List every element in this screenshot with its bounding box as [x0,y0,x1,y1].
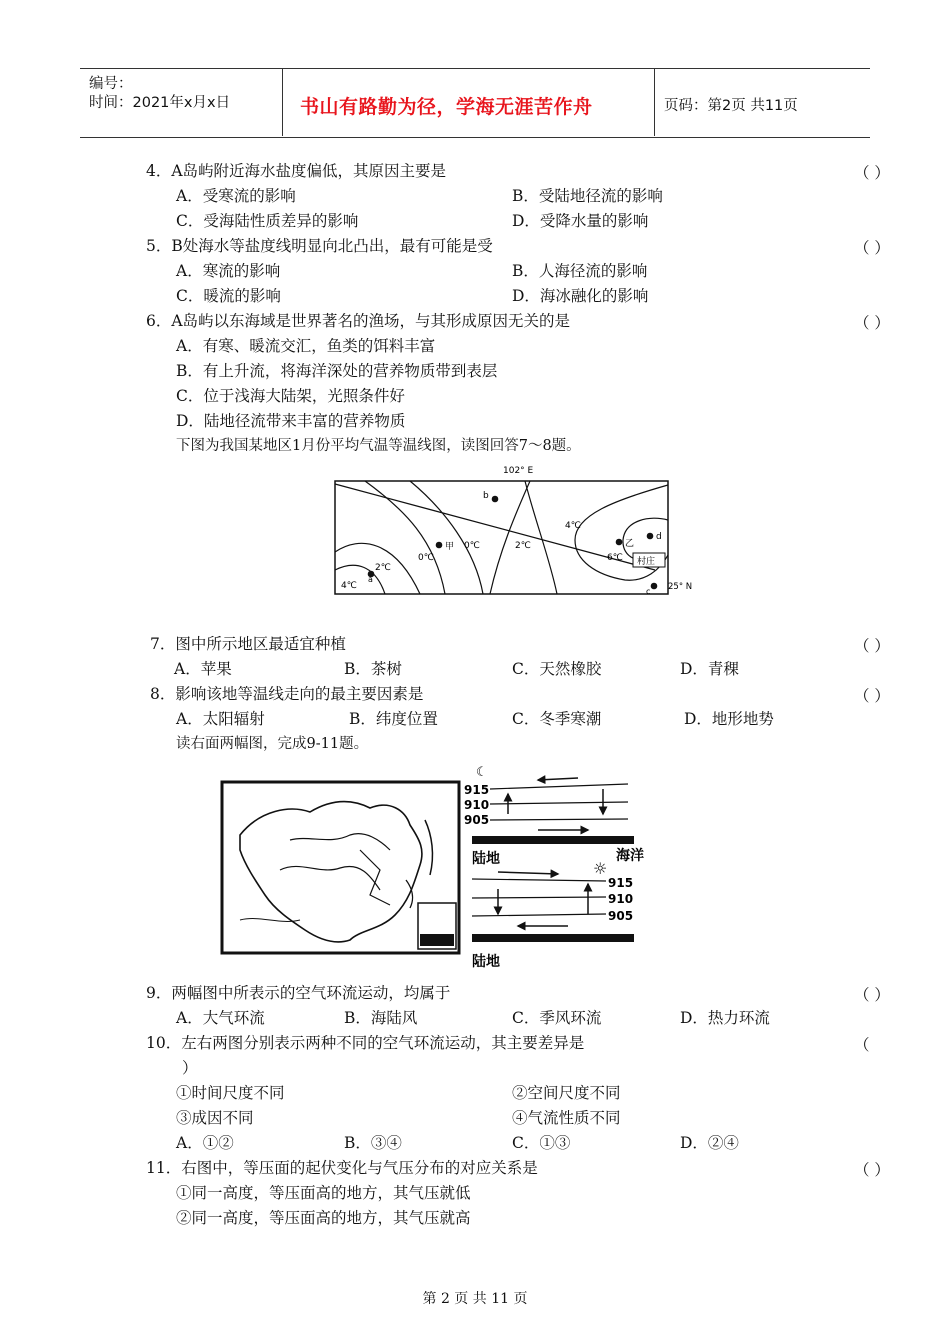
isotherm-label-4c-right: 4℃ [565,521,581,531]
top-isobar-915: 915 [464,783,490,797]
bottom-isobar-line-2 [472,897,606,898]
point-b-marker [492,496,499,503]
q8-option-d: D．地形地势 [684,710,774,728]
point-d-marker [647,533,654,540]
q10-option-a: A．①② [176,1134,234,1152]
isotherm-curve-6 [525,481,557,594]
bottom-isobar-910: 910 [608,892,634,906]
longitude-label: 102° E [503,466,534,476]
top-ground-bar [472,836,634,844]
bottom-ground-bar [472,934,634,942]
header-number-label: 编号： [89,76,133,92]
village-label: 村庄 [637,557,656,567]
q5-option-c: C．暖流的影响 [176,287,281,305]
top-isobar-line-3 [490,819,628,820]
q9-answer-paren: （ ） [854,986,890,1004]
q6-option-b: B．有上升流，将海洋深处的营养物质带到表层 [176,362,498,380]
q10-option-b: B．③④ [344,1134,402,1152]
q10-statement-4: ④气流性质不同 [512,1109,621,1127]
q10-statement-2: ②空间尺度不同 [512,1084,621,1102]
q8-option-c: C．冬季寒潮 [512,710,602,728]
q8-answer-paren: （ ） [854,687,890,705]
q7-stem: 7．图中所示地区最适宜种植 [150,635,346,653]
q6-stem: 6．A岛屿以东海域是世界著名的渔场，与其形成原因无关的是 [146,312,571,330]
q5-option-a: A．寒流的影响 [176,262,281,280]
q6-option-c: C．位于浅海大陆架，光照条件好 [176,387,405,405]
q6-answer-paren: （ ） [854,314,890,332]
q11-statement-1: ①同一高度，等压面高的地方，其气压就低 [176,1184,471,1202]
q11-stem: 11．右图中，等压面的起伏变化与气压分布的对应关系是 [146,1159,538,1177]
q4-option-a: A．受寒流的影响 [176,187,296,205]
latitude-label: 25° N [668,582,693,592]
top-isobar-910: 910 [464,798,490,812]
q9-option-d: D．热力环流 [680,1009,770,1027]
q8-option-a: A．太阳辐射 [176,710,265,728]
q4-option-b: B．受陆地径流的影响 [512,187,663,205]
monsoon-map [220,780,462,956]
top-isobar-905: 905 [464,813,490,827]
point-a-label: a [368,575,373,584]
q11-answer-paren: （ ） [854,1161,890,1179]
q9-stem: 9．两幅图中所表示的空气环流运动，均属于 [146,984,451,1002]
point-c-marker [651,583,658,590]
q9-option-b: B．海陆风 [344,1009,418,1027]
q10-option-d: D．②④ [680,1134,739,1152]
intro-7-8: 下图为我国某地区1月份平均气温等温线图，读图回答7～8题。 [176,438,581,454]
sea-label: 海洋 [616,848,644,864]
point-yi-label: 乙 [625,539,635,549]
point-b-label: b [483,491,489,501]
point-yi-marker [616,539,623,546]
page-footer: 第 2 页 共 11 页 [422,1291,528,1307]
point-d-label: d [656,532,662,542]
header-divider-left [282,68,283,136]
top-isobar-line-1 [490,784,628,789]
bottom-isobar-905: 905 [608,909,634,923]
isotherm-label-2c-right: 2℃ [515,541,531,551]
bottom-land-label: 陆地 [472,954,500,970]
header-time-label: 时间：2021年x月x日 [89,95,231,111]
sea-land-breeze-diagram [458,764,648,974]
q8-stem: 8．影响该地等温线走向的最主要因素是 [150,685,424,703]
q7-answer-paren: （ ） [854,637,890,655]
top-flow-arrow-upper [538,778,578,780]
q4-option-d: D．受降水量的影响 [512,212,649,230]
q4-stem: 4．A岛屿附近海水盐度偏低，其原因主要是 [146,162,447,180]
point-jia-marker [436,542,443,549]
isotherm-map [325,460,705,600]
moon-icon: ☾ [476,765,488,780]
bottom-isobar-915: 915 [608,876,634,890]
q6-option-a: A．有寒、暖流交汇，鱼类的饵料丰富 [176,337,436,355]
isotherm-label-0c-left: 0℃ [418,553,434,563]
q5-stem: 5．B处海水等盐度线明显向北凸出，最有可能是受 [146,237,493,255]
isotherm-curve-2 [410,481,483,594]
q10-statement-3: ③成因不同 [176,1109,254,1127]
isotherm-label-4c-left: 4℃ [341,581,357,591]
isotherm-label-6c: 6℃ [607,553,623,563]
sun-icon: ☼ [593,859,608,878]
q4-answer-paren: （ ） [854,164,890,182]
q5-answer-paren: （ ） [854,239,890,257]
bottom-flow-arrow-upper [498,872,558,874]
q10-answer-paren-open: （ [854,1036,870,1054]
q5-option-b: B．人海径流的影响 [512,262,648,280]
top-isobar-line-2 [490,802,628,804]
q10-stem: 10．左右两图分别表示两种不同的空气环流运动，其主要差异是 [146,1034,585,1052]
point-jia-label: 甲 [445,542,455,552]
q7-option-c: C．天然橡胶 [512,660,602,678]
q7-option-b: B．茶树 [344,660,402,678]
header-page-label: 页码：第2页 共11页 [664,98,798,114]
isotherm-curve-1 [365,481,445,594]
q4-option-c: C．受海陆性质差异的影响 [176,212,359,230]
bottom-isobar-line-1 [472,879,606,881]
q10-option-c: C．①③ [512,1134,571,1152]
point-c-label: c [646,587,651,596]
isotherm-label-2c-left: 2℃ [375,563,391,573]
inset-box-fill [420,934,454,946]
q8-option-b: B．纬度位置 [349,710,438,728]
q9-option-a: A．大气环流 [176,1009,265,1027]
header-divider-right [654,68,655,136]
q5-option-d: D．海冰融化的影响 [512,287,649,305]
header-motto: 书山有路勤为径，学海无涯苦作舟 [300,96,593,118]
q7-option-a: A．苹果 [174,660,232,678]
isotherm-label-0c-right: 0℃ [464,541,480,551]
intro-9-11: 读右面两幅图，完成9-11题。 [176,736,369,752]
q10-answer-paren-close: ） [182,1059,198,1077]
q7-option-d: D．青稞 [680,660,739,678]
q11-statement-2: ②同一高度，等压面高的地方，其气压就高 [176,1209,471,1227]
q9-option-c: C．季风环流 [512,1009,602,1027]
top-land-label: 陆地 [472,851,500,867]
bottom-isobar-line-3 [472,914,606,916]
q10-statement-1: ①时间尺度不同 [176,1084,285,1102]
q6-option-d: D．陆地径流带来丰富的营养物质 [176,412,406,430]
